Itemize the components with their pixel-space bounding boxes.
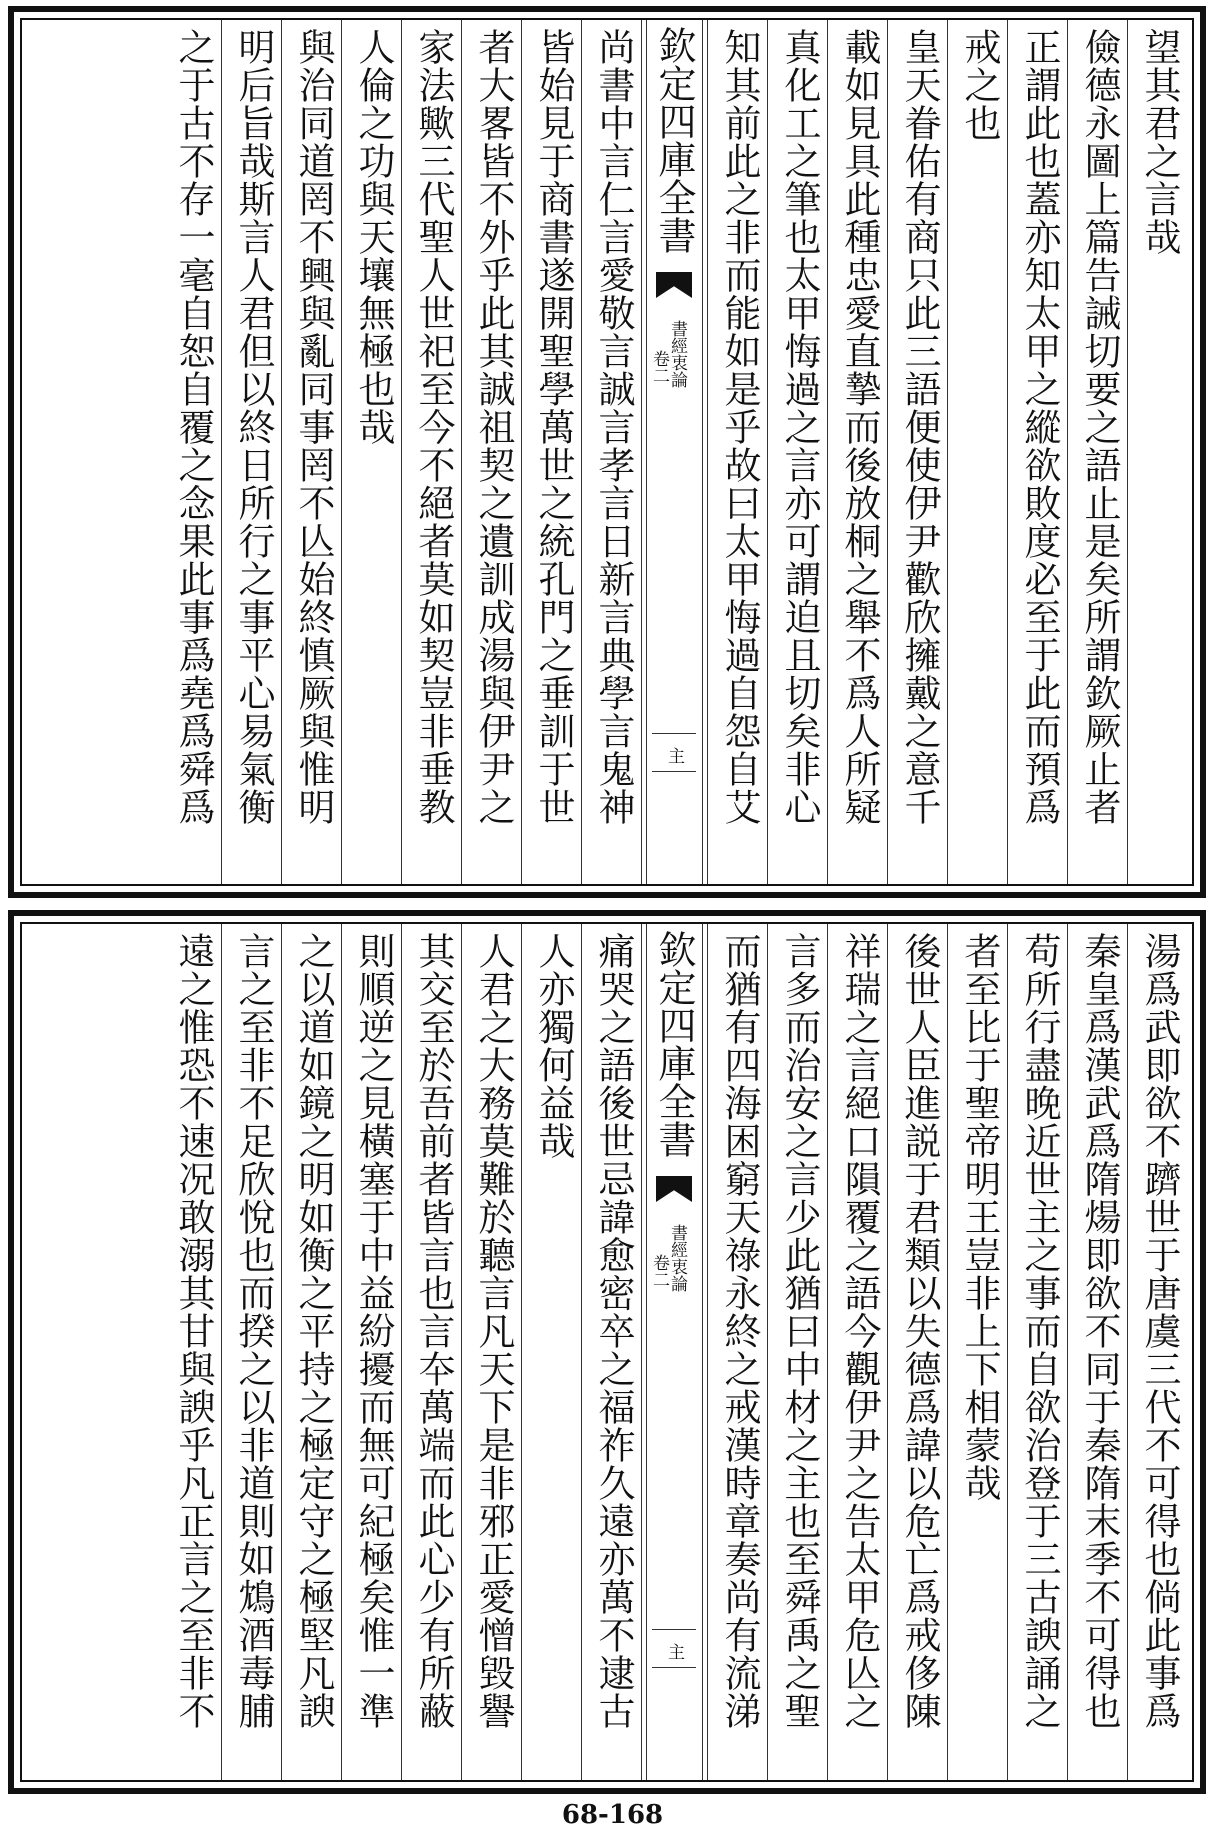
- column-rule: [581, 924, 582, 1780]
- column-rule: [641, 20, 642, 884]
- column-rule: [461, 924, 462, 1780]
- column-rule: [1127, 20, 1128, 884]
- column-rule: [702, 924, 703, 1780]
- text-column: 言多而治安之言少此猶曰中材之主也至舜禹之聖: [778, 932, 821, 1730]
- column-rule: [221, 20, 222, 884]
- book-title: 欽定四庫全書: [652, 930, 696, 1158]
- text-column: 祥瑞之言絕口隕覆之語今觀伊尹之告太甲危亾之: [838, 932, 881, 1730]
- text-column: 戒之也: [958, 28, 1001, 142]
- volume-label: 卷二: [649, 1254, 669, 1288]
- center-fold-band: [646, 924, 702, 1780]
- page-number-rule: [652, 771, 696, 772]
- column-rule: [281, 20, 282, 884]
- column-rule: [1007, 20, 1008, 884]
- text-column: 湯爲武即欲不躋世于唐虞三代不可得也倘此事爲: [1138, 932, 1181, 1730]
- text-column: 皇天眷佑有商只此三語便使伊尹歡欣擁戴之意千: [898, 28, 941, 826]
- column-rule: [827, 20, 828, 884]
- page-number: 主: [664, 1643, 684, 1660]
- column-rule: [707, 20, 708, 884]
- column-rule: [646, 20, 647, 884]
- page-number: 主: [664, 747, 684, 764]
- page-number-rule: [652, 1629, 696, 1630]
- column-rule: [401, 20, 402, 884]
- page-number-rule: [652, 733, 696, 734]
- column-rule: [1007, 924, 1008, 1780]
- text-column: 言之至非不足欣悅也而揆之以非道則如鴆酒毒脯: [232, 932, 275, 1730]
- column-rule: [221, 924, 222, 1780]
- column-rule: [887, 924, 888, 1780]
- column-rule: [1067, 924, 1068, 1780]
- text-column: 而猶有四海困窮天祿永終之戒漢時章奏尚有流涕: [718, 932, 761, 1730]
- top-page-border: [20, 18, 1194, 886]
- section-title: 書經衷論: [667, 1224, 687, 1292]
- column-rule: [767, 924, 768, 1780]
- column-rule: [947, 20, 948, 884]
- section-title: 書經衷論: [667, 320, 687, 388]
- text-column: 遠之惟恐不速况敢溺其甘與諛乎凡正言之至非不: [172, 932, 215, 1730]
- column-rule: [767, 20, 768, 884]
- column-rule: [341, 20, 342, 884]
- column-rule: [401, 924, 402, 1780]
- book-title: 欽定四庫全書: [652, 26, 696, 254]
- center-fold-band: [646, 20, 702, 884]
- column-rule: [707, 924, 708, 1780]
- text-column: 知其前此之非而能如是乎故曰太甲悔過自怨自艾: [718, 28, 761, 826]
- text-column: 尚書中言仁言愛敬言誠言孝言日新言典學言鬼神: [592, 28, 635, 826]
- text-column: 望其君之言哉: [1138, 28, 1181, 256]
- text-column: 與治同道罔不興與亂同事罔不亾始終慎厥與惟明: [292, 28, 335, 826]
- text-column: 痛哭之語後世忌諱愈密卒之福祚久遠亦萬不逮古: [592, 932, 635, 1730]
- text-column: 皆始見于商書遂開聖學萬世之統孔門之垂訓于世: [532, 28, 575, 826]
- text-column: 載如見具此種忠愛直摯而後放桐之舉不爲人所疑: [838, 28, 881, 826]
- text-column: 之于古不存一毫自恕自覆之念果此事爲堯爲舜爲: [172, 28, 215, 826]
- column-rule: [641, 924, 642, 1780]
- text-column: 秦皇爲漢武爲隋煬即欲不同于秦隋末季不可得也: [1078, 932, 1121, 1730]
- text-column: 人倫之功與天壤無極也哉: [352, 28, 395, 446]
- column-rule: [947, 924, 948, 1780]
- text-column: 正謂此也蓋亦知太甲之縱欲敗度必至于此而預爲: [1018, 28, 1061, 826]
- text-column: 人亦獨何益哉: [532, 932, 575, 1160]
- text-column: 明后旨哉斯言人君但以終日所行之事平心易氣衡: [232, 28, 275, 826]
- column-rule: [1067, 20, 1068, 884]
- text-column: 人君之大務莫難於聽言凡天下是非邪正愛憎毀譽: [472, 932, 515, 1730]
- text-column: 真化工之筆也太甲悔過之言亦可謂迫且切矣非心: [778, 28, 821, 826]
- text-column: 則順逆之見橫塞于中益紛擾而無可紀極矣惟一準: [352, 932, 395, 1730]
- text-column: 者大畧皆不外乎此其誠祖契之遺訓成湯與伊尹之: [472, 28, 515, 826]
- column-rule: [581, 20, 582, 884]
- column-rule: [521, 20, 522, 884]
- column-rule: [341, 924, 342, 1780]
- text-column: 者至比于聖帝明王豈非上下相蒙哉: [958, 932, 1001, 1502]
- column-rule: [461, 20, 462, 884]
- page-code: 68-168: [561, 1800, 664, 1830]
- bottom-page-border: [20, 922, 1194, 1782]
- column-rule: [887, 20, 888, 884]
- text-column: 之以道如鏡之明如衡之平持之極定守之極堅凡諛: [292, 932, 335, 1730]
- top-page-panel: [8, 6, 1206, 898]
- column-rule: [646, 924, 647, 1780]
- bottom-page-panel: [8, 910, 1206, 1794]
- text-column: 苟所行盡晚近世主之事而自欲治登于三古諛誦之: [1018, 932, 1061, 1730]
- text-column: 後世人臣進説于君類以失德爲諱以危亡爲戒侈陳: [898, 932, 941, 1730]
- text-column: 家法歟三代聖人世祀至今不絕者莫如契豈非垂教: [412, 28, 455, 826]
- text-column: 儉德永圖上篇告誡切要之語止是矣所謂欽厥止者: [1078, 28, 1121, 826]
- page-number-rule: [652, 1667, 696, 1668]
- column-rule: [827, 924, 828, 1780]
- column-rule: [521, 924, 522, 1780]
- fishtail-mark: [656, 272, 692, 298]
- volume-label: 卷二: [649, 350, 669, 384]
- column-rule: [281, 924, 282, 1780]
- text-column: 其交至於吾前者皆言也言夲萬端而此心少有所蔽: [412, 932, 455, 1730]
- column-rule: [702, 20, 703, 884]
- fishtail-mark: [656, 1176, 692, 1202]
- column-rule: [1127, 924, 1128, 1780]
